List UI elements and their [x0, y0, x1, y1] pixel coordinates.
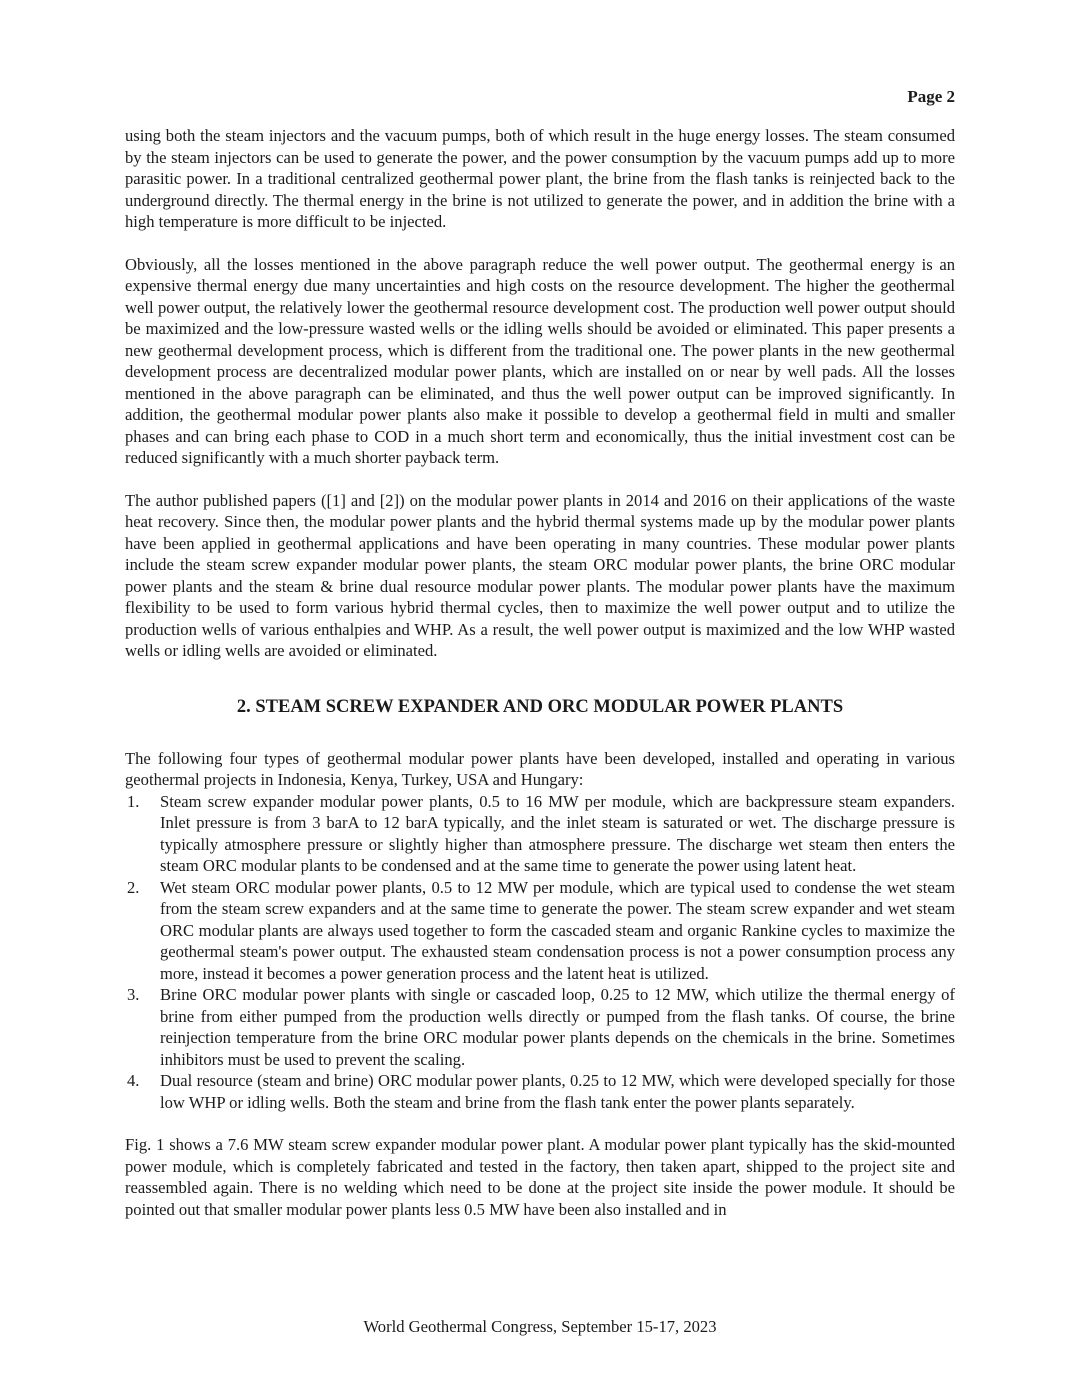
section-heading: 2. STEAM SCREW EXPANDER AND ORC MODULAR POWER PLANTS: [236, 696, 844, 717]
list-item-text: Dual resource (steam and brine) ORC modular power plants, 0.25 to 12 MW, which were developed specially for those low WHP or idling wells. Both the steam and brine from the flash tank enter the power plants separately.: [160, 1071, 955, 1112]
body-paragraph-2: Obviously, all the losses mentioned in the above paragraph reduce the well power output. The geothermal energy is an expensive thermal energy due many uncertainties and high costs on the resource development. The higher the geothermal well power output, the relatively lower the geothermal resource development cost. The production well power output should be maximized and the low-pressure wasted wells or the idling wells should be avoided or eliminated. This paper presents a new geothermal development process, which is different from the traditional one. The power plants in the new geothermal development process are decentralized modular power plants, which are installed on or near by well pads. All the losses mentioned in the above paragraph can be eliminated, and thus the well power output can be improved significantly. In addition, the geothermal modular power plants also make it possible to develop a geothermal field in multi and smaller phases and can bring each phase to COD in a much short term and economically, thus the initial investment cost can be reduced significantly with a much shorter payback term.: [125, 254, 955, 467]
plant-types-list: [125, 791, 955, 1114]
list-item-text: Brine ORC modular power plants with single or cascaded loop, 0.25 to 12 MW, which utilize the thermal energy of brine from either pumped from the production wells directly or pumped from the flash tanks. Of course, the brine reinjection temperature from the brine ORC modular power plants depends on the chemicals in the brine. Sometimes inhibitors must be used to prevent the scaling.: [160, 985, 955, 1069]
list-item-text: Steam screw expander modular power plants, 0.5 to 16 MW per module, which are backpressure steam expanders. Inlet pressure is from 3 barA to 12 barA typically, and the inlet steam is saturated or wet. The discharge pressure is typically atmosphere pressure or slightly higher than atmosphere pressure. The discharge wet steam then enters the steam ORC modular plants to be condensed and at the same time to generate the power using latent heat.: [160, 791, 955, 875]
page-number-label: Page 2: [907, 87, 955, 106]
list-item: [125, 984, 955, 1070]
list-item: [125, 1070, 955, 1113]
list-item-text: Wet steam ORC modular power plants, 0.5 to 12 MW per module, which are typical used to condense the wet steam from the steam screw expanders and at the same time to generate the power. The steam screw expander and wet steam ORC modular plants are always used together to form the cascaded steam and organic Rankine cycles to maximize the geothermal steam's power output. The exhausted steam condensation process is not a power consumption process any more, instead it becomes a power generation process and the latent heat is utilized.: [160, 877, 955, 983]
list-item-number: 3.: [127, 985, 140, 1004]
list-item-number: 4.: [127, 1071, 140, 1090]
list-item-number: 1.: [127, 791, 140, 811]
list-item-number: 2.: [127, 877, 140, 897]
list-intro-paragraph: The following four types of geothermal modular power plants have been developed, installed and operating in various geothermal projects in Indonesia, Kenya, Turkey, USA and Hungary:: [125, 748, 955, 789]
footer-conference-line: World Geothermal Congress, September 15-17, 2023: [363, 1317, 717, 1336]
body-paragraph-3: The author published papers ([1] and [2]) on the modular power plants in 2014 and 2016 on their applications of the waste heat recovery. Since then, the modular power plants and the hybrid thermal systems made up by the modular power plants have been applied in geothermal applications and have been operating in many countries. These modular power plants include the steam screw expander modular power plants, the steam ORC modular power plants, the brine ORC modular power plants and the steam & brine dual resource modular power plants. The modular power plants have the maximum flexibility to be used to form various hybrid thermal cycles, then to maximize the well power output and to utilize the production wells of various enthalpies and WHP. As a result, the well power output is maximized and the low WHP wasted wells or idling wells are avoided or eliminated.: [125, 490, 955, 660]
body-paragraph-1: using both the steam injectors and the vacuum pumps, both of which result in the huge energy losses. The steam consumed by the steam injectors can be used to generate the power, and the power consumption by the vacuum pumps add up to more parasitic power. In a traditional centralized geothermal power plant, the brine from the flash tanks is reinjected back to the underground directly. The thermal energy in the brine is not utilized to generate the power, and in addition the brine with a high temperature is more difficult to be injected.: [125, 126, 955, 231]
closing-paragraph: Fig. 1 shows a 7.6 MW steam screw expander modular power plant. A modular power plant typically has the skid-mounted power module, which is completely fabricated and tested in the factory, then taken apart, shipped to the project site and reassembled again. There is no welding which need to be done at the project site inside the power module. It should be pointed out that smaller modular power plants less 0.5 MW have been also installed and in: [125, 1135, 955, 1219]
list-item: [125, 791, 955, 877]
list-item: [125, 877, 955, 985]
